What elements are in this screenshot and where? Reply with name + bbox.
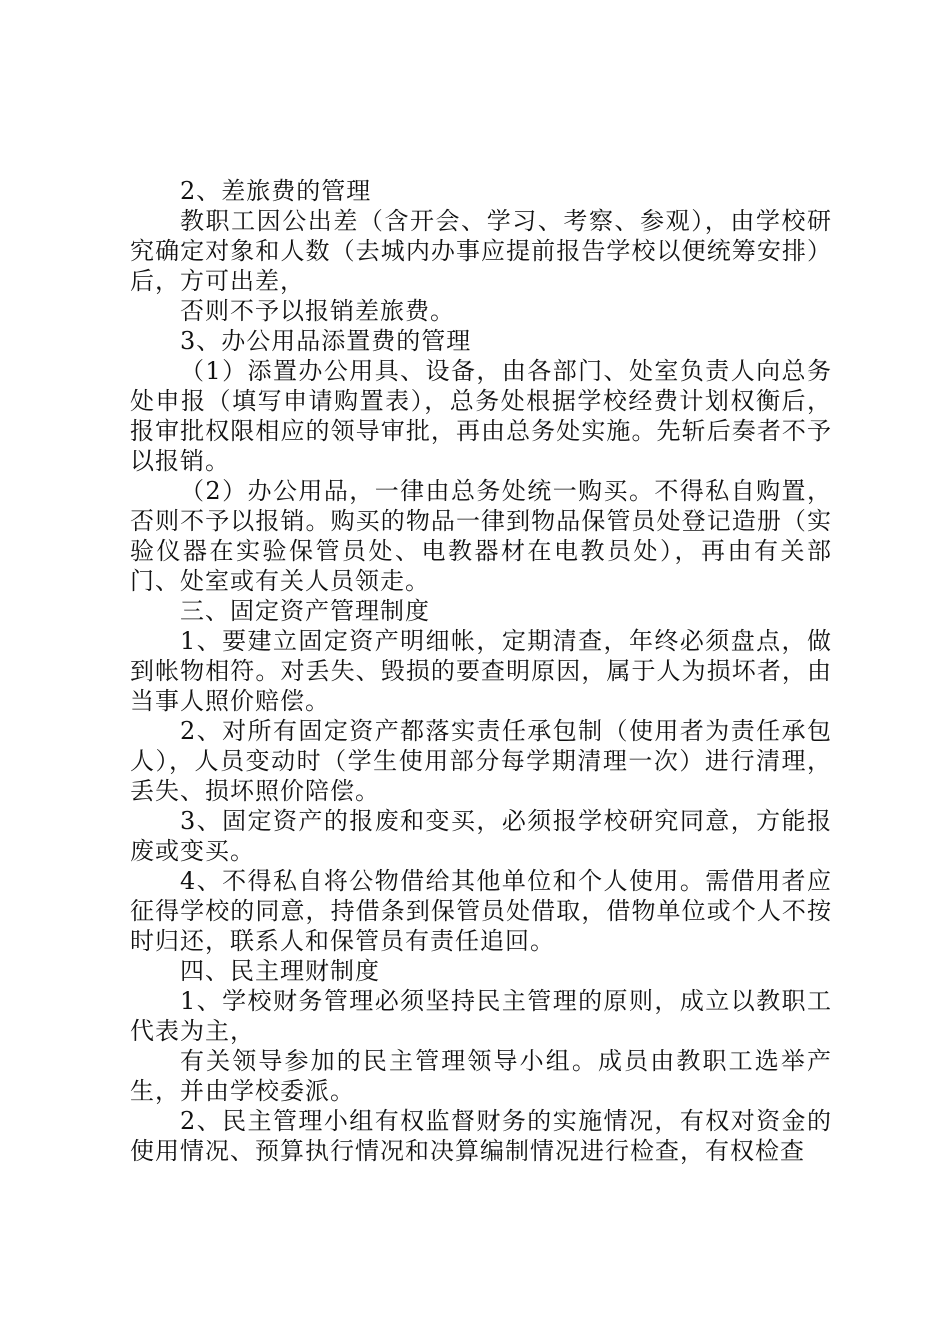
paragraph-fixed-assets-lending: 4、不得私自将公物借给其他单位和个人使用。需借用者应征得学校的同意，持借条到保管员处借取，借物单位或个人不按时归还，联系人和保管员有责任追回。	[130, 867, 832, 955]
section-heading-fixed-assets: 三、固定资产管理制度	[180, 597, 430, 625]
paragraph-fixed-assets-ledger: 1、要建立固定资产明细帐，定期清查，年终必须盘点，做到帐物相符。对丢失、毁损的要查明原因，属于人为损坏者，由当事人照价赔偿。	[130, 627, 832, 715]
section-heading-democratic-finance: 四、民主理财制度	[180, 957, 380, 985]
section-heading-travel-expenses: 2、差旅费的管理	[180, 177, 372, 205]
paragraph-office-purchase: （2）办公用品，一律由总务处统一购买。不得私自购置，否则不予以报销。购买的物品一律到物品保管员处登记造册（实验仪器在实验保管员处、电教器材在电教员处），再由有关部门、处室或有关人员领走。	[130, 477, 832, 595]
paragraph-office-equipment: （1）添置办公用具、设备，由各部门、处室负责人向总务处申报（填写申请购置表），总务处根据学校经费计划权衡后，报审批权限相应的领导审批，再由总务处实施。先斩后奏者不予以报销。	[130, 357, 832, 475]
paragraph-travel-no-reimburse: 否则不予以报销差旅费。	[180, 297, 455, 325]
paragraph-fixed-assets-disposal: 3、固定资产的报废和变买，必须报学校研究同意，方能报废或变买。	[130, 807, 832, 865]
paragraph-fixed-assets-responsibility: 2、对所有固定资产都落实责任承包制（使用者为责任承包人），人员变动时（学生使用部分每学期清理一次）进行清理，丢失、损坏照价陪偿。	[130, 717, 832, 805]
paragraph-democratic-group: 有关领导参加的民主管理领导小组。成员由教职工选举产生，并由学校委派。	[130, 1047, 832, 1105]
paragraph-travel-approval: 教职工因公出差（含开会、学习、考察、参观），由学校研究确定对象和人数（去城内办事应提前报告学校以便统筹安排）后，方可出差，	[130, 207, 832, 295]
paragraph-democratic-supervision: 2、民主管理小组有权监督财务的实施情况，有权对资金的使用情况、预算执行情况和决算编制情况进行检查，有权检查	[130, 1107, 832, 1165]
section-heading-office-supplies: 3、办公用品添置费的管理	[180, 327, 472, 355]
paragraph-democratic-principle: 1、学校财务管理必须坚持民主管理的原则，成立以教职工代表为主，	[130, 987, 832, 1045]
document-page	[130, 176, 832, 1166]
